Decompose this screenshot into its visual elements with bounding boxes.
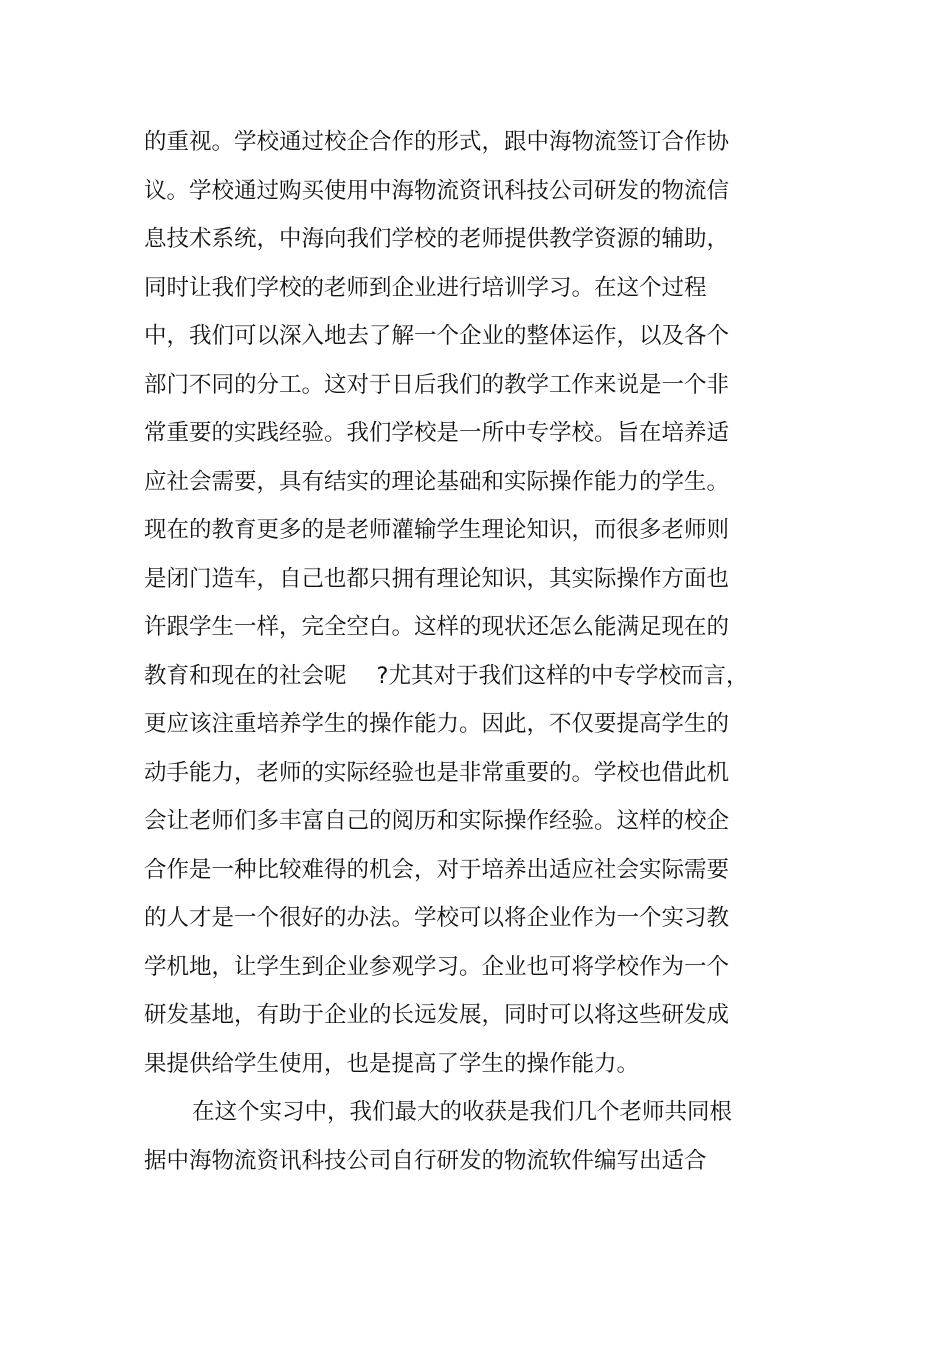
text-line: 研发基地，有助于企业的长远发展，同时可以将这些研发成 (144, 1002, 730, 1028)
text-line: 中，我们可以深入地去了解一个企业的整体运作，以及各个 (144, 323, 730, 349)
text-line: 据中海物流资讯科技公司自行研发的物流软件编写出适合 (144, 1147, 707, 1174)
text-line: 同时让我们学校的老师到企业进行培训学习。在这个过程 (144, 274, 707, 301)
text-line: 学机地，让学生到企业参观学习。企业也可将学校作为一个 (144, 953, 730, 980)
text-line: 应社会需要，具有结实的理论基础和实际操作能力的学生。 (144, 468, 730, 495)
text-line: 更应该注重培养学生的操作能力。因此，不仅要提高学生的 (144, 711, 730, 737)
text-line: 是闭门造车，自己也都只拥有理论知识，其实际操作方面也 (144, 565, 730, 592)
text-line: 会让老师们多丰富自己的阅历和实际操作经验。这样的校企 (144, 808, 730, 834)
text-line: 合作是一种比较难得的机会，对于培养出适应社会实际需要 (144, 856, 730, 883)
text-line: 动手能力，老师的实际经验也是非常重要的。学校也借此机 (144, 759, 730, 786)
text-line: 的人才是一个很好的办法。学校可以将企业作为一个实习教 (144, 905, 730, 931)
text-line: 的重视。学校通过校企合作的形式，跟中海物流签订合作协 (144, 129, 730, 155)
text-line: 现在的教育更多的是老师灌输学生理论知识，而很多老师则 (144, 517, 730, 543)
text-line: 部门不同的分工。这对于日后我们的教学工作来说是一个非 (144, 371, 730, 398)
text-segment: ?尤其对于我们这样的中专学校而言， (376, 662, 749, 689)
text-line: 息技术系统，中海向我们学校的老师提供教学资源的辅助， (144, 226, 730, 252)
body-text (144, 118, 754, 1185)
text-line (144, 652, 754, 701)
text-line: 许跟学生一样，完全空白。这样的现状还怎么能满足现在的 (144, 614, 730, 640)
text-line: 果提供给学生使用，也是提高了学生的操作能力。 (144, 1050, 640, 1077)
text-line: 议。学校通过购买使用中海物流资讯科技公司研发的物流信 (144, 177, 730, 204)
text-line: 常重要的实践经验。我们学校是一所中专学校。旨在培养适 (144, 420, 730, 446)
text-line: 在这个实习中，我们最大的收获是我们几个老师共同根 (192, 1099, 733, 1125)
text-segment: 教育和现在的社会呢 (144, 662, 347, 689)
